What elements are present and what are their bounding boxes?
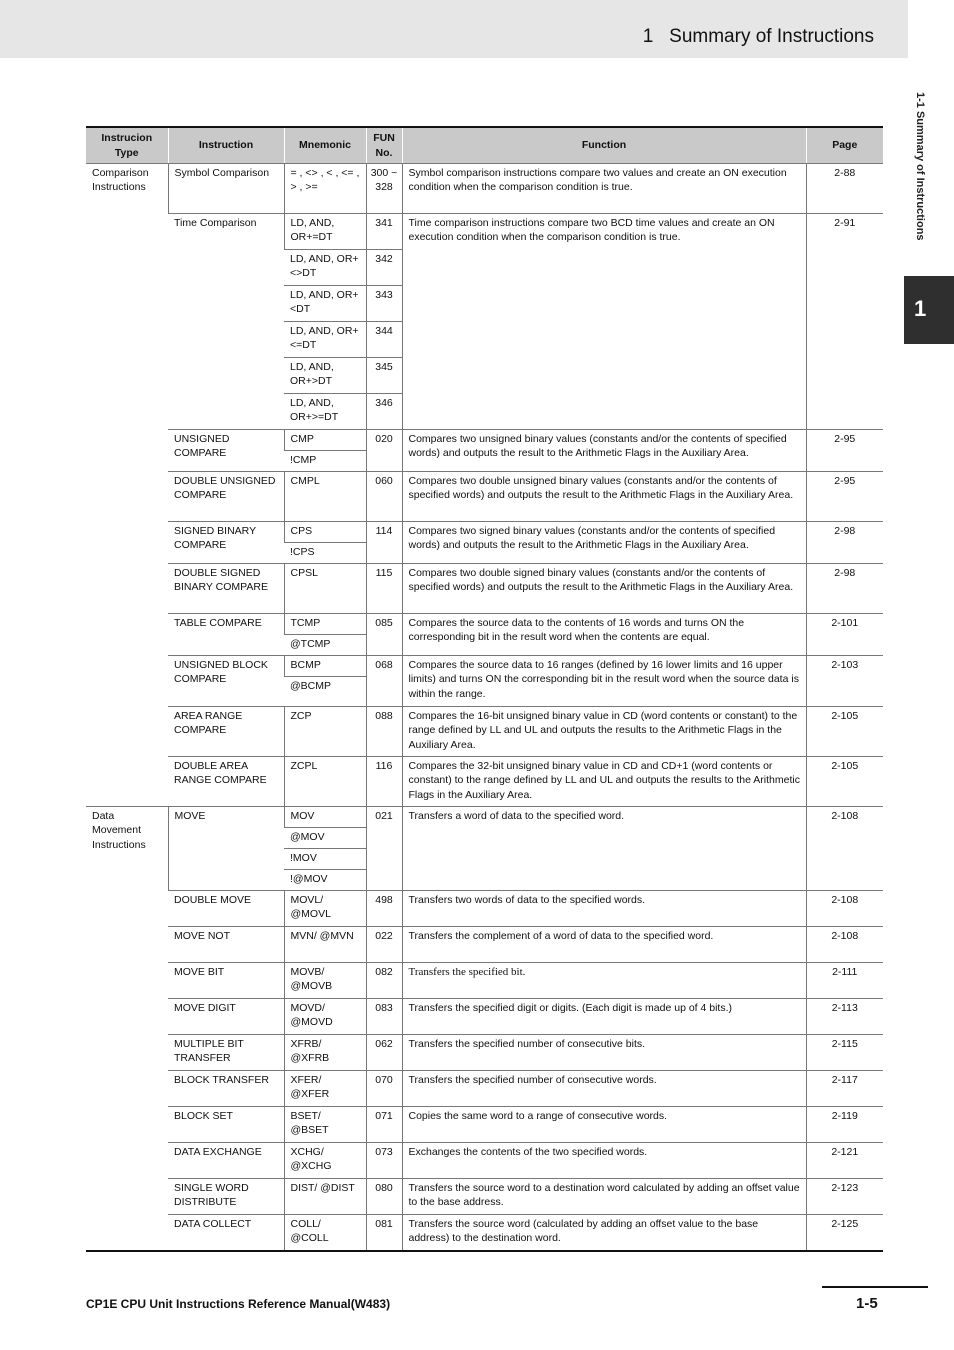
fun-no-cell: 114 (366, 522, 402, 564)
page-cell: 2-103 (806, 656, 883, 707)
instruction-cell: DATA COLLECT (168, 1215, 284, 1252)
table-header-row (86, 127, 883, 164)
page-cell: 2-111 (806, 963, 883, 999)
fun-no-cell: 300 ~ 328 (366, 164, 402, 214)
mnemonic-cell: XFER/ @XFER (284, 1071, 366, 1107)
page-title: 1 Summary of Instructions (642, 26, 874, 47)
page-cell: 2-123 (806, 1179, 883, 1215)
instruction-type-cell: Comparison Instructions (86, 164, 168, 807)
page-cell: 2-95 (806, 430, 883, 472)
header-mnemonic: Mnemonic (284, 127, 366, 164)
page-cell: 2-108 (806, 927, 883, 963)
mnemonic-cell: CMPL (284, 472, 366, 522)
table-row (86, 1107, 883, 1143)
fun-no-cell: 073 (366, 1143, 402, 1179)
function-cell: Exchanges the contents of the two specified words. (402, 1143, 806, 1179)
instruction-cell: UNSIGNED BLOCK COMPARE (168, 656, 284, 707)
instruction-cell: MOVE (168, 807, 284, 891)
mnemonic-cell: LD, AND, OR+>DT (284, 358, 366, 394)
mnemonic-cell: XCHG/ @XCHG (284, 1143, 366, 1179)
function-cell: Compares the source data to the contents of 16 words and turns ON the corresponding bit in the result word when the contents are equal. (402, 614, 806, 656)
page-cell: 2-117 (806, 1071, 883, 1107)
instruction-summary-table (86, 126, 883, 1252)
table-row (86, 999, 883, 1035)
mnemonic-cell: !MOV (284, 849, 366, 870)
instruction-cell: DATA EXCHANGE (168, 1143, 284, 1179)
instruction-cell: SINGLE WORD DISTRIBUTE (168, 1179, 284, 1215)
mnemonic-cell: ZCPL (284, 757, 366, 807)
mnemonic-cell: XFRB/ @XFRB (284, 1035, 366, 1071)
fun-no-cell: 088 (366, 707, 402, 757)
page-cell: 2-105 (806, 707, 883, 757)
function-cell: Compares two double unsigned binary values (constants and/or the contents of specified words) and outputs the result to the Arithmetic Flags in the Auxiliary Area. (402, 472, 806, 522)
page-cell: 2-113 (806, 999, 883, 1035)
page-cell: 2-88 (806, 164, 883, 214)
function-cell: Time comparison instructions compare two BCD time values and create an ON execution condition when the comparison condition is true. (402, 214, 806, 430)
fun-no-cell: 116 (366, 757, 402, 807)
fun-no-cell: 341 (366, 214, 402, 250)
instruction-cell: BLOCK SET (168, 1107, 284, 1143)
header-fun-no: FUN No. (366, 127, 402, 164)
function-cell: Transfers a word of data to the specified word. (402, 807, 806, 891)
function-cell: Transfers the source word to a destination word calculated by adding an offset value to the base address. (402, 1179, 806, 1215)
function-cell: Transfers the specified number of consecutive bits. (402, 1035, 806, 1071)
page-cell: 2-101 (806, 614, 883, 656)
fun-no-cell: 060 (366, 472, 402, 522)
instruction-cell: Symbol Comparison (168, 164, 284, 214)
table-row (86, 1215, 883, 1252)
manual-title: CP1E CPU Unit Instructions Reference Manual(W483) (86, 1297, 391, 1311)
page-cell: 2-95 (806, 472, 883, 522)
page-cell: 2-121 (806, 1143, 883, 1179)
table-row (86, 164, 883, 214)
table-row (86, 891, 883, 927)
instruction-cell: UNSIGNED COMPARE (168, 430, 284, 472)
table-row (86, 564, 883, 614)
page-cell: 2-119 (806, 1107, 883, 1143)
mnemonic-cell: LD, AND, OR+=DT (284, 214, 366, 250)
mnemonic-cell: MOVD/ @MOVD (284, 999, 366, 1035)
table-row (86, 614, 883, 635)
mnemonic-cell: CPSL (284, 564, 366, 614)
table-row (86, 472, 883, 522)
function-cell: Transfers the specified bit. (402, 963, 806, 999)
mnemonic-cell: TCMP (284, 614, 366, 635)
chapter-tab: 1 (904, 276, 954, 344)
page-cell: 2-108 (806, 807, 883, 891)
mnemonic-cell: COLL/ @COLL (284, 1215, 366, 1252)
mnemonic-cell: MOVB/ @MOVB (284, 963, 366, 999)
instruction-cell: AREA RANGE COMPARE (168, 707, 284, 757)
fun-no-cell: 070 (366, 1071, 402, 1107)
fun-no-cell: 062 (366, 1035, 402, 1071)
footer-rule (822, 1286, 928, 1288)
header-function: Function (402, 127, 806, 164)
mnemonic-cell: LD, AND, OR+<>DT (284, 250, 366, 286)
fun-no-cell: 343 (366, 286, 402, 322)
mnemonic-cell: BCMP (284, 656, 366, 677)
table-row (86, 430, 883, 451)
page-number: 1-5 (856, 1295, 878, 1312)
fun-no-cell: 022 (366, 927, 402, 963)
instruction-cell: DOUBLE SIGNED BINARY COMPARE (168, 564, 284, 614)
function-cell: Copies the same word to a range of consecutive words. (402, 1107, 806, 1143)
mnemonic-cell: @BCMP (284, 677, 366, 707)
mnemonic-cell: BSET/ @BSET (284, 1107, 366, 1143)
fun-no-cell: 082 (366, 963, 402, 999)
fun-no-cell: 071 (366, 1107, 402, 1143)
table-row (86, 522, 883, 543)
table-row (86, 1179, 883, 1215)
fun-no-cell: 020 (366, 430, 402, 472)
mnemonic-cell: !@MOV (284, 870, 366, 891)
table-row (86, 927, 883, 963)
mnemonic-cell: CMP (284, 430, 366, 451)
instruction-cell: DOUBLE MOVE (168, 891, 284, 927)
fun-no-cell: 345 (366, 358, 402, 394)
page-cell: 2-98 (806, 564, 883, 614)
mnemonic-cell: @MOV (284, 828, 366, 849)
table-row (86, 807, 883, 828)
function-cell: Transfers two words of data to the specified words. (402, 891, 806, 927)
fun-no-cell: 085 (366, 614, 402, 656)
page-cell: 2-108 (806, 891, 883, 927)
section-side-label: 1-1 Summary of Instructions (914, 92, 926, 241)
table-row (86, 214, 883, 250)
mnemonic-cell: MOV (284, 807, 366, 828)
page-cell: 2-105 (806, 757, 883, 807)
instruction-cell: MULTIPLE BIT TRANSFER (168, 1035, 284, 1071)
fun-no-cell: 068 (366, 656, 402, 707)
page-cell: 2-91 (806, 214, 883, 430)
instruction-cell: SIGNED BINARY COMPARE (168, 522, 284, 564)
function-cell: Compares the 16-bit unsigned binary value in CD (word contents or constant) to the range defined by LL and UL and outputs the results to the Arithmetic Flags in the Auxiliary Area. (402, 707, 806, 757)
mnemonic-cell: !CPS (284, 543, 366, 564)
instruction-cell: BLOCK TRANSFER (168, 1071, 284, 1107)
instruction-cell: DOUBLE UNSIGNED COMPARE (168, 472, 284, 522)
table-row (86, 1071, 883, 1107)
table-row (86, 707, 883, 757)
table-row (86, 656, 883, 677)
function-cell: Compares two signed binary values (constants and/or the contents of specified words) and outputs the result to the Arithmetic Flags in the Auxiliary Area. (402, 522, 806, 564)
fun-no-cell: 081 (366, 1215, 402, 1252)
mnemonic-cell: = , <> , < , <= , > , >= (284, 164, 366, 214)
mnemonic-cell: @TCMP (284, 635, 366, 656)
table-row (86, 1143, 883, 1179)
header-instruction-type: Instrucion Type (86, 127, 168, 164)
instruction-cell: MOVE NOT (168, 927, 284, 963)
mnemonic-cell: DIST/ @DIST (284, 1179, 366, 1215)
function-cell: Symbol comparison instructions compare two values and create an ON execution condition when the comparison condition is true. (402, 164, 806, 214)
instruction-type-cell: Data Movement Instructions (86, 807, 168, 1252)
fun-no-cell: 346 (366, 394, 402, 430)
mnemonic-cell: MVN/ @MVN (284, 927, 366, 963)
mnemonic-cell: MOVL/ @MOVL (284, 891, 366, 927)
function-cell: Transfers the source word (calculated by adding an offset value to the base address) to the destination word. (402, 1215, 806, 1252)
instruction-cell: DOUBLE AREA RANGE COMPARE (168, 757, 284, 807)
table-row (86, 1035, 883, 1071)
instruction-cell: MOVE DIGIT (168, 999, 284, 1035)
function-cell: Compares two double signed binary values (constants and/or the contents of specified words) and outputs the result to the Arithmetic Flags in the Auxiliary Area. (402, 564, 806, 614)
instruction-cell: Time Comparison (168, 214, 284, 430)
table-row (86, 757, 883, 807)
function-cell: Compares the 32-bit unsigned binary value in CD and CD+1 (word contents or constant) to the range defined by LL and UL and outputs the results to the Arithmetic Flags in the Auxiliary Area. (402, 757, 806, 807)
instruction-cell: MOVE BIT (168, 963, 284, 999)
function-cell: Transfers the complement of a word of data to the specified word. (402, 927, 806, 963)
fun-no-cell: 498 (366, 891, 402, 927)
page-cell: 2-125 (806, 1215, 883, 1252)
function-cell: Compares two unsigned binary values (constants and/or the contents of specified words) and outputs the result to the Arithmetic Flags in the Auxiliary Area. (402, 430, 806, 472)
fun-no-cell: 115 (366, 564, 402, 614)
header-page: Page (806, 127, 883, 164)
page-cell: 2-115 (806, 1035, 883, 1071)
fun-no-cell: 083 (366, 999, 402, 1035)
mnemonic-cell: CPS (284, 522, 366, 543)
instruction-cell: TABLE COMPARE (168, 614, 284, 656)
function-cell: Transfers the specified digit or digits. (Each digit is made up of 4 bits.) (402, 999, 806, 1035)
table-row (86, 963, 883, 999)
fun-no-cell: 344 (366, 322, 402, 358)
mnemonic-cell: LD, AND, OR+<=DT (284, 322, 366, 358)
page-cell: 2-98 (806, 522, 883, 564)
mnemonic-cell: !CMP (284, 451, 366, 472)
fun-no-cell: 021 (366, 807, 402, 891)
mnemonic-cell: LD, AND, OR+<DT (284, 286, 366, 322)
mnemonic-cell: ZCP (284, 707, 366, 757)
function-cell: Transfers the specified number of consecutive words. (402, 1071, 806, 1107)
function-cell: Compares the source data to 16 ranges (defined by 16 lower limits and 16 upper limits) and turns ON the corresponding bit in the result word when the source data is within the range. (402, 656, 806, 707)
header-instruction: Instruction (168, 127, 284, 164)
fun-no-cell: 342 (366, 250, 402, 286)
fun-no-cell: 080 (366, 1179, 402, 1215)
mnemonic-cell: LD, AND, OR+>=DT (284, 394, 366, 430)
